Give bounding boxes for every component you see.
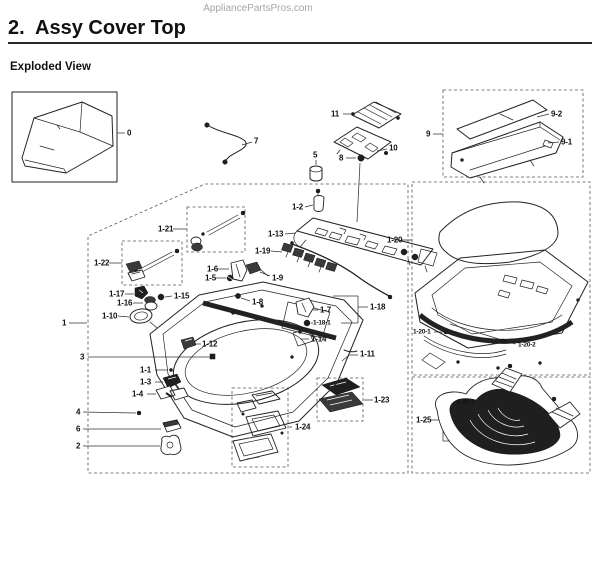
part-label-1-8: 1-8 [252,297,263,307]
part-label-7: 7 [254,136,259,146]
part-label-1-20-1: 1-20-1 [413,328,431,336]
part-label-5: 5 [313,150,318,160]
part-label-6: 6 [76,424,81,434]
part-label-1-1: 1-1 [140,365,151,375]
part-label-1-16: 1-16 [117,298,133,308]
part-label-0: 0 [127,128,132,138]
part-label-1-2: 1-2 [292,202,303,212]
part-label-1-21: 1-21 [158,224,174,234]
part-label-1-14: 1-14 [311,334,327,344]
part-label-1-22: 1-22 [94,258,110,268]
watermark: AppliancePartsPros.com [203,3,313,14]
part-label-9-1: 9-1 [561,137,572,147]
part-label-1-17: 1-17 [109,289,125,299]
part-label-9: 9 [426,129,431,139]
part-label-3: 3 [80,352,85,362]
part-label-11: 11 [331,109,340,119]
part-label-1-20: 1-20 [387,235,403,245]
part-label-1-5: 1-5 [205,273,216,283]
part-label-1-19: 1-19 [255,246,271,256]
part-label-1-18: 1-18 [370,302,386,312]
part-label-4: 4 [76,407,81,417]
part-label-1-25: 1-25 [416,415,432,425]
part-label-1-20-2: 1-20-2 [518,341,536,349]
part-label-1-3: 1-3 [140,377,151,387]
part-label-1-9: 1-9 [272,273,283,283]
page-title: 2. Assy Cover Top [8,17,592,44]
part-label-1-11: 1-11 [360,349,375,359]
part-label-1-25-1: 1-25-1 [457,398,475,406]
part-label-1-23: 1-23 [374,395,390,405]
part-label-10: 10 [389,143,398,153]
part-label-1-6: 1-6 [207,264,218,274]
part-label-1-4: 1-4 [132,389,143,399]
part-label-1-15: 1-15 [174,291,190,301]
part-label-2: 2 [76,441,81,451]
part-label-1: 1 [62,318,67,328]
part-label-1-12: 1-12 [202,339,218,349]
part-label-9-2: 9-2 [551,109,562,119]
part-label-8: 8 [339,153,344,163]
part-label-1-10: 1-10 [102,311,118,321]
part-label-1-13: 1-13 [268,229,284,239]
section-subtitle: Exploded View [10,61,91,73]
part-label-1-24: 1-24 [295,422,311,432]
part-label-1-18-1: 1-18-1 [313,319,331,327]
part-label-1-7: 1-7 [320,305,331,315]
